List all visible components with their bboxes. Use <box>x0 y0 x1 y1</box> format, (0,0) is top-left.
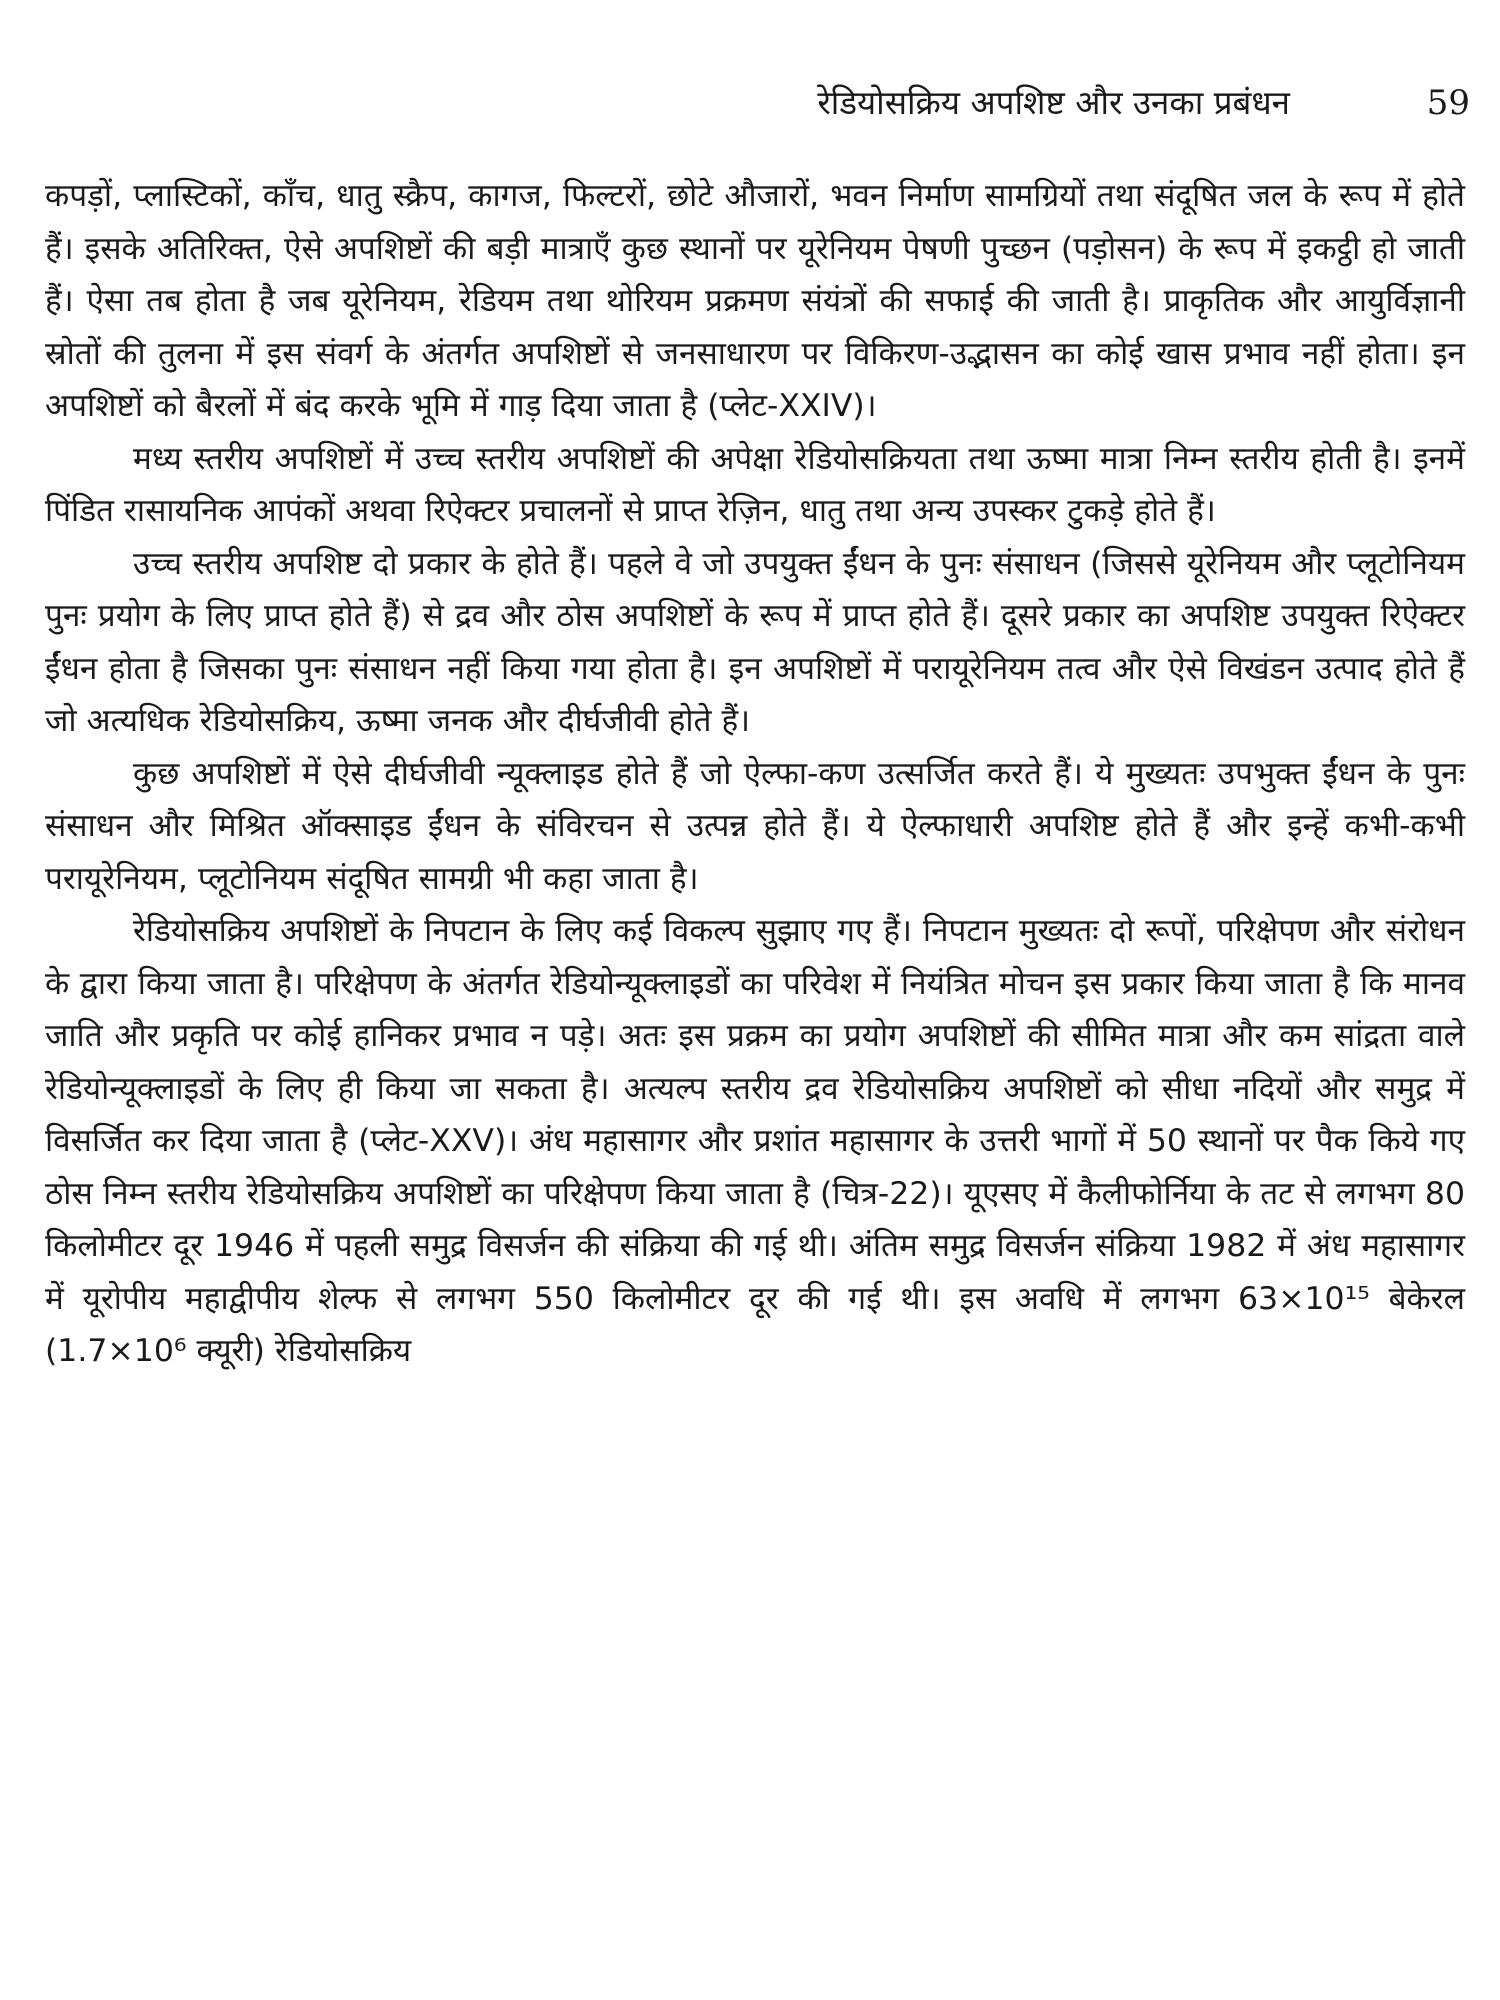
paragraph-waste-disposal: रेडियोसक्रिय अपशिष्टों के निपटान के लिए कई विकल्प सुझाए गए हैं। निपटान मुख्यतः दो रूपों, परिक्षेपण और संरोधन के द्वारा किया जाता है। परिक्षेपण के अंतर्गत रेडियोन्यूक्लाइडों का परिवेश में नियंत्रित मोचन इस प्रकार किया जाता है कि मानव जाति और प्रकृति पर कोई हानिकर प्रभाव न पड़े। अतः इस प्रक्रम का प्रयोग अपशिष्टों की सीमित मात्रा और कम सांद्रता वाले रेडियोन्यूक्लाइडों के लिए ही किया जा सकता है। अत्यल्प स्तरीय द्रव रेडियोसक्रिय अपशिष्टों को सीधा नदियों और समुद्र में विसर्जित कर दिया जाता है (प्लेट-XXV)। अंध महासागर और प्रशांत महासागर के उत्तरी भागों में 50 स्थानों पर पैक किये गए ठोस निम्न स्तरीय रेडियोसक्रिय अपशिष्टों का परिक्षेपण किया जाता है (चित्र-22)। यूएसए में कैलीफोर्निया के तट से लगभग 80 किलोमीटर दूर 1946 में पहली समुद्र विसर्जन की संक्रिया की गई थी। अंतिम समुद्र विसर्जन संक्रिया 1982 में अंध महासागर में यूरोपीय महाद्वीपीय शेल्फ से लगभग 550 किलोमीटर दूर की गई थी। इस अवधि में लगभग 63×10¹⁵ बेकेरल (1.7×10⁶ क्यूरी) रेडियोसक्रिय <box>45 913 1465 1369</box>
running-title: रेडियोसक्रिय अपशिष्ट और उनका प्रबंधन <box>817 83 1290 122</box>
body-text <box>45 170 1465 1378</box>
paragraph-alpha-waste: कुछ अपशिष्टों में ऐसे दीर्घजीवी न्यूक्लाइड होते हैं जो ऐल्फा-कण उत्सर्जित करते हैं। ये मुख्यतः उपभुक्त ईंधन के पुनः संसाधन और मिश्रित ऑक्साइड ईंधन के संविरचन से उत्पन्न होते हैं। ये ऐल्फाधारी अपशिष्ट होते हैं और इन्हें कभी-कभी परायूरेनियम, प्लूटोनियम संदूषित सामग्री भी कहा जाता है। <box>45 755 1465 897</box>
paragraph-high-level-waste: उच्च स्तरीय अपशिष्ट दो प्रकार के होते हैं। पहले वे जो उपयुक्त ईंधन के पुनः संसाधन (जिससे यूरेनियम और प्लूटोनियम पुनः प्रयोग के लिए प्राप्त होते हैं) से द्रव और ठोस अपशिष्टों के रूप में प्राप्त होते हैं। दूसरे प्रकार का अपशिष्ट उपयुक्त रिऐक्टर ईंधन होता है जिसका पुनः संसाधन नहीं किया गया होता है। इन अपशिष्टों में परायूरेनियम तत्व और ऐसे विखंडन उत्पाद होते हैं जो अत्यधिक रेडियोसक्रिय, ऊष्मा जनक और दीर्घजीवी होते हैं। <box>45 545 1465 739</box>
paragraph-medium-level-waste: मध्य स्तरीय अपशिष्टों में उच्च स्तरीय अपशिष्टों की अपेक्षा रेडियोसक्रियता तथा ऊष्मा मात्रा निम्न स्तरीय होती है। इनमें पिंडित रासायनिक आपंकों अथवा रिऐक्टर प्रचालनों से प्राप्त रेज़िन, धातु तथा अन्य उपस्कर टुकड़े होते हैं। <box>45 440 1465 529</box>
page-number: 59 <box>1426 83 1470 123</box>
paragraph-continued: कपड़ों, प्लास्टिकों, काँच, धातु स्क्रैप, कागज, फिल्टरों, छोटे औजारों, भवन निर्माण सामग्रियों तथा संदूषित जल के रूप में होते हैं। इसके अतिरिक्त, ऐसे अपशिष्टों की बड़ी मात्राएँ कुछ स्थानों पर यूरेनियम पेषणी पुच्छन (पड़ोसन) के रूप में इकट्ठी हो जाती हैं। ऐसा तब होता है जब यूरेनियम, रेडियम तथा थोरियम प्रक्रमण संयंत्रों की सफाई की जाती है। प्राकृतिक और आयुर्विज्ञानी स्रोतों की तुलना में इस संवर्ग के अंतर्गत अपशिष्टों से जनसाधारण पर विकिरण-उद्भासन का कोई खास प्रभाव नहीं होता। इन अपशिष्टों को बैरलों में बंद करके भूमि में गाड़ दिया जाता है (प्लेट-XXIV)। <box>45 178 1465 424</box>
running-head <box>0 78 1500 128</box>
